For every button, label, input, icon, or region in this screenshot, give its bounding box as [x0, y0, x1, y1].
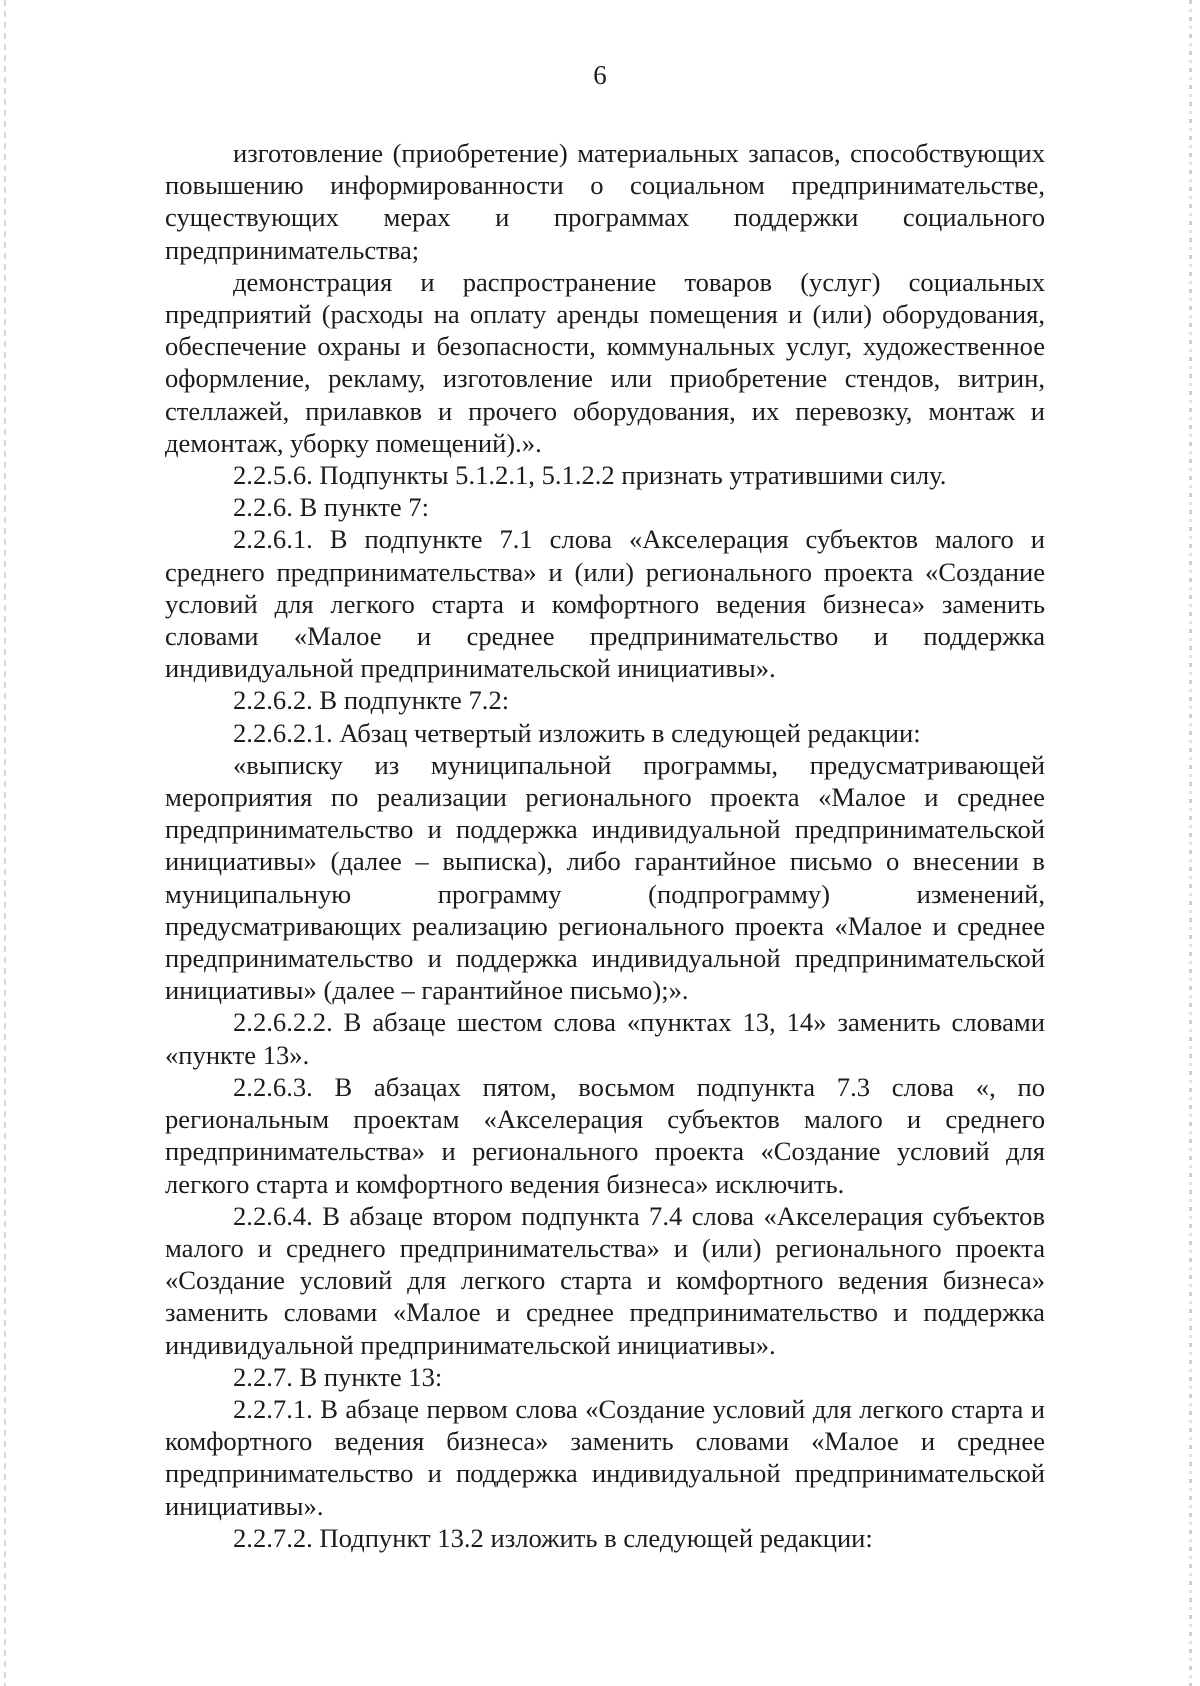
- paragraph-2-2-6: 2.2.6. В пункте 7:: [233, 492, 429, 523]
- paragraph-2-2-6-1: 2.2.6.1. В подпункте 7.1 слова «Акселерация субъектов малого и среднего предпринимательства» и (или) регионального проекта «Создание условий для легкого старта и комфортного ведения бизнеса» заменить словами «Малое и среднее предпринимательство и поддержка индивидуальной предпринимательской инициативы».: [165, 524, 1045, 684]
- paragraph-materials: изготовление (приобретение) материальных запасов, способствующих повышению информированности о социальном предпринимательстве, существующих мерах и программах поддержки социального предпринимательства;: [165, 138, 1045, 265]
- paragraph-2-2-6-3: 2.2.6.3. В абзацах пятом, восьмом подпункта 7.3 слова «, по региональным проектам «Акселерация субъектов малого и среднего предпринимательства» и регионального проекта «Создание условий для легкого старта и комфортного ведения бизнеса» исключить.: [165, 1071, 1045, 1199]
- paragraph-2-2-6-4: 2.2.6.4. В абзаце втором подпункта 7.4 слова «Акселерация субъектов малого и среднего предпринимательства» и (или) регионального проекта «Создание условий для легкого старта и комфортного ведения бизнеса» заменить словами «Малое и среднее предпринимательство и поддержка индивидуальной предпринимательской инициативы».: [165, 1200, 1045, 1360]
- paragraph-demonstration: демонстрация и распространение товаров (услуг) социальных предприятий (расходы на оплату аренды помещения и (или) оборудования, обеспечение охраны и безопасности, коммунальных услуг, художественное оформление, рекламу, изготовление или приобретение стендов, витрин, стеллажей, прилавков и прочего оборудования, их перевозку, монтаж и демонтаж, уборку помещений).».: [165, 266, 1045, 458]
- paragraph-2-2-7-1: 2.2.7.1. В абзаце первом слова «Создание условий для легкого старта и комфортного ведения бизнеса» заменить словами «Малое и среднее предпринимательство и поддержка индивидуальной предпринимательской инициативы».: [165, 1393, 1045, 1521]
- paragraph-2-2-6-2: 2.2.6.2. В подпункте 7.2:: [233, 685, 510, 716]
- paragraph-2-2-6-2-2: 2.2.6.2.2. В абзаце шестом слова «пунктах 13, 14» заменить словами «пункте 13».: [165, 1007, 1045, 1070]
- scan-edge-right: [1189, 0, 1192, 1686]
- document-body: [165, 137, 1045, 1554]
- page-number: 6: [593, 60, 607, 90]
- paragraph-2-2-6-2-1: 2.2.6.2.1. Абзац четвертый изложить в следующей редакции:: [233, 717, 921, 748]
- scan-edge-left: [4, 0, 6, 1686]
- paragraph-2-2-5-6: 2.2.5.6. Подпункты 5.1.2.1, 5.1.2.2 признать утратившими силу.: [233, 460, 947, 491]
- paragraph-quoted-extract: «выписку из муниципальной программы, предусматривающей мероприятия по реализации регионального проекта «Малое и среднее предпринимательство и поддержка индивидуальной предпринимательской инициативы» (далее – выписка), либо гарантийное письмо о внесении в муниципальную программу (подпрограмму) изменений, предусматривающих реализацию регионального проекта «Малое и среднее предпринимательство и поддержка индивидуальной предпринимательской инициативы» (далее – гарантийное письмо);».: [165, 749, 1045, 1006]
- paragraph-2-2-7: 2.2.7. В пункте 13:: [233, 1361, 443, 1392]
- paragraph-2-2-7-2: 2.2.7.2. Подпункт 13.2 изложить в следующей редакции:: [233, 1522, 873, 1553]
